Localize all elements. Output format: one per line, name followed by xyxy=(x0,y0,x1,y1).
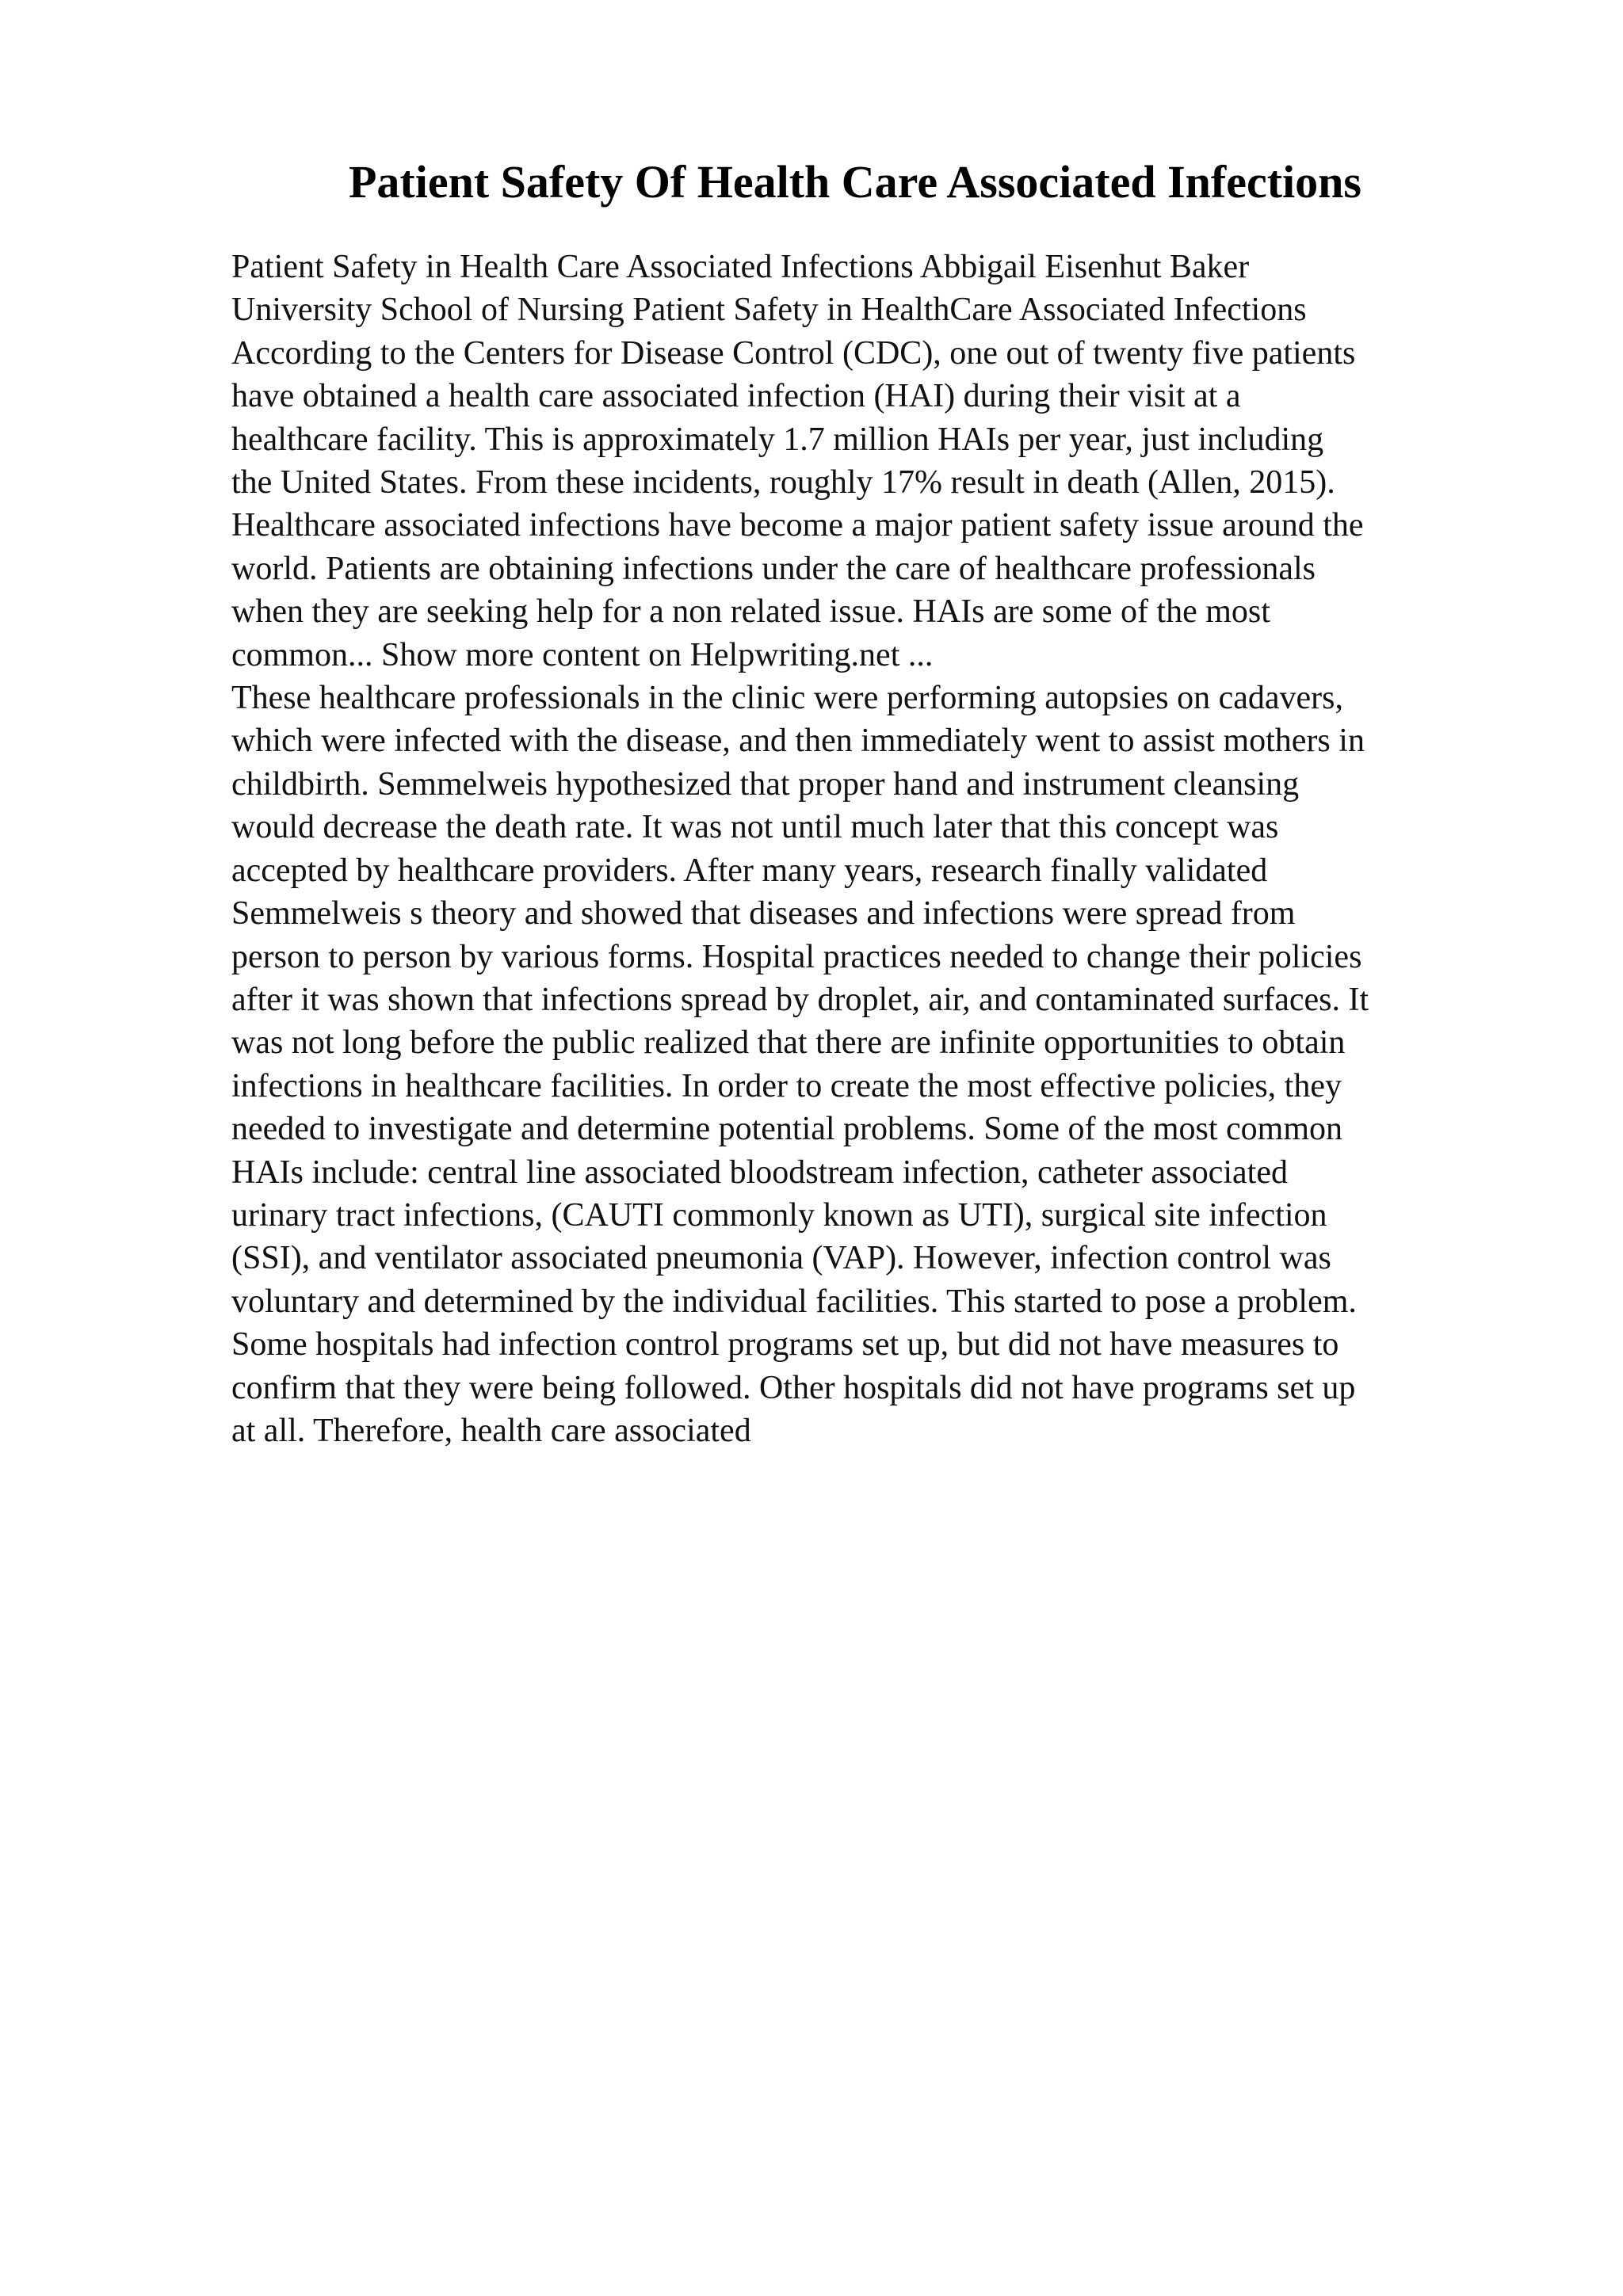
text-line: voluntary and determined by the individual facilities. This started to pose a problem. xyxy=(231,1283,1357,1320)
text-line: after it was shown that infections spread by droplet, air, and contaminated surfaces. It xyxy=(231,981,1369,1018)
text-line: needed to investigate and determine potential problems. Some of the most common xyxy=(231,1111,1342,1148)
text-line: These healthcare professionals in the clinic were performing autopsies on cadavers, xyxy=(231,680,1343,717)
text-line: common... Show more content on Helpwriting.net ... xyxy=(231,636,934,673)
text-line: person to person by various forms. Hospital practices needed to change their policies xyxy=(231,938,1362,975)
text-line: which were infected with the disease, and then immediately went to assist mothers in xyxy=(231,723,1365,760)
text-line: Semmelweis s theory and showed that diseases and infections were spread from xyxy=(231,895,1296,933)
text-line: urinary tract infections, (CAUTI commonly known as UTI), surgical site infection xyxy=(231,1196,1327,1234)
text-line: at all. Therefore, health care associated xyxy=(231,1412,751,1449)
text-line: would decrease the death rate. It was not until much later that this concept was xyxy=(231,809,1279,846)
document-body xyxy=(231,246,1515,1452)
text-line: HAIs include: central line associated bloodstream infection, catheter associated xyxy=(231,1154,1288,1191)
text-line: world. Patients are obtaining infections under the care of healthcare professionals xyxy=(231,550,1316,587)
text-line: the United States. From these incidents, roughly 17% result in death (Allen, 2015). xyxy=(231,464,1335,502)
text-line: (SSI), and ventilator associated pneumonia (VAP). However, infection control was xyxy=(231,1240,1331,1277)
text-line: According to the Centers for Disease Control (CDC), one out of twenty five patients xyxy=(231,334,1356,372)
text-line: accepted by healthcare providers. After many years, research finally validated xyxy=(231,852,1268,889)
text-line: when they are seeking help for a non related issue. HAIs are some of the most xyxy=(231,593,1270,631)
text-line: was not long before the public realized that there are infinite opportunities to obtain xyxy=(231,1024,1346,1062)
text-line: University School of Nursing Patient Safety in HealthCare Associated Infections xyxy=(231,292,1307,329)
text-line: healthcare facility. This is approximately 1.7 million HAIs per year, just including xyxy=(231,421,1324,458)
text-line: Some hospitals had infection control programs set up, but did not have measures to xyxy=(231,1326,1339,1363)
text-line: have obtained a health care associated infection (HAI) during their visit at a xyxy=(231,378,1241,415)
text-line: Healthcare associated infections have become a major patient safety issue around the xyxy=(231,507,1364,544)
page-title: Patient Safety Of Health Care Associated Infections xyxy=(349,156,1361,208)
text-line: Patient Safety in Health Care Associated Infections Abbigail Eisenhut Baker xyxy=(231,249,1250,285)
text-line: childbirth. Semmelweis hypothesized that proper hand and instrument cleansing xyxy=(231,765,1300,803)
text-line: confirm that they were being followed. Other hospitals did not have programs set up xyxy=(231,1369,1356,1406)
text-line: infections in healthcare facilities. In order to create the most effective policies, they xyxy=(231,1067,1342,1104)
